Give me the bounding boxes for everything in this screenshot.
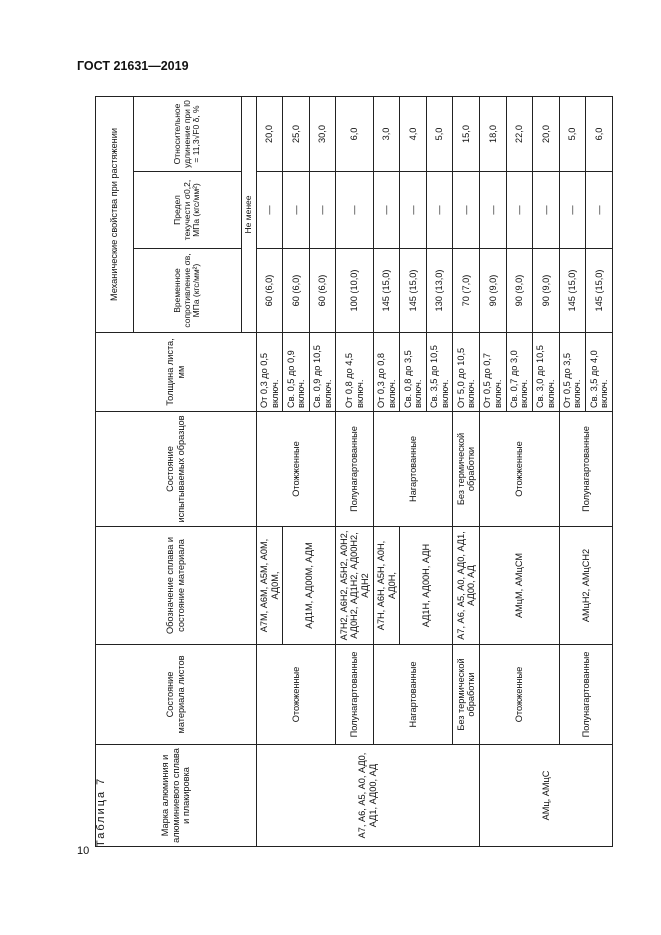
tensile-cell: 90 (9,0) xyxy=(533,249,560,333)
tensile-cell: 90 (9,0) xyxy=(506,249,533,333)
thickness-cell: Св. 0,7 до 3,0 включ. xyxy=(506,333,533,412)
elongation-cell: 4,0 xyxy=(400,97,427,172)
sheet-state-cell: Отожженные xyxy=(480,645,560,745)
designation-cell: А7М, А6М, А5М, А0М, АД0М, xyxy=(256,527,283,645)
yield-cell: — xyxy=(506,172,533,249)
header-sample-state: Состояние испытываемых образцов xyxy=(96,412,257,527)
tensile-cell: 60 (6,0) xyxy=(256,249,283,333)
elongation-cell: 20,0 xyxy=(533,97,560,172)
page-number: 10 xyxy=(77,845,90,857)
thickness-cell: Св. 3,5 до 4,0 включ. xyxy=(586,333,613,412)
header-tensile: Временное сопротивление σв, МПа (кгс/мм²) xyxy=(134,249,242,333)
document-header: ГОСТ 21631—2019 xyxy=(77,59,189,73)
yield-cell: — xyxy=(426,172,453,249)
sample-state-cell: Отожженные xyxy=(480,412,560,527)
thickness-cell: От 5,0 до 10,5 включ. xyxy=(453,333,480,412)
header-thickness: Толщина листа, мм xyxy=(96,333,257,412)
elongation-cell: 6,0 xyxy=(586,97,613,172)
sheet-state-cell: Полунагартованные xyxy=(336,645,373,745)
yield-cell: — xyxy=(283,172,310,249)
designation-cell: А7, А6, А5, А0, АД0, АД1, АД00, АД xyxy=(453,527,480,645)
sample-state-cell: Нагартованные xyxy=(373,412,453,527)
elongation-cell: 30,0 xyxy=(309,97,336,172)
thickness-cell: Св. 0,8 до 3,5 включ. xyxy=(400,333,427,412)
thickness-cell: Св. 3,5 до 10,5 включ. xyxy=(426,333,453,412)
properties-table xyxy=(95,96,613,847)
thickness-cell: Св. 3,0 до 10,5 включ. xyxy=(533,333,560,412)
designation-cell: АМцМ, АМцСМ xyxy=(480,527,560,645)
elongation-cell: 20,0 xyxy=(256,97,283,172)
yield-cell: — xyxy=(586,172,613,249)
header-elongation: Относительное удлинение при l0 = 11,3√F0 δ, % xyxy=(134,97,242,172)
yield-cell: — xyxy=(480,172,507,249)
designation-cell: АД1Н, АД00Н, АДН xyxy=(400,527,453,645)
table-row xyxy=(256,97,283,847)
tensile-cell: 90 (9,0) xyxy=(480,249,507,333)
thickness-cell: От 0,3 до 0,5 включ. xyxy=(256,333,283,412)
tensile-cell: 145 (15,0) xyxy=(586,249,613,333)
elongation-cell: 3,0 xyxy=(373,97,400,172)
designation-cell: А7Н, А6Н, А5Н, А0Н, АД0Н, xyxy=(373,527,400,645)
yield-cell: — xyxy=(533,172,560,249)
header-yield: Предел текучести σ0,2, МПа (кгс/мм²) xyxy=(134,172,242,249)
thickness-cell: От 0,8 до 4,5 включ. xyxy=(336,333,373,412)
header-sheet-state: Состояние материала листов xyxy=(96,645,257,745)
sample-state-cell: Без термической обработки xyxy=(453,412,480,527)
sample-state-cell: Отожженные xyxy=(256,412,336,527)
yield-cell: — xyxy=(453,172,480,249)
rotated-table-block xyxy=(95,97,613,847)
thickness-cell: От 0,5 до 3,5 включ. xyxy=(559,333,586,412)
grade-cell: АМц, АМцС xyxy=(480,745,613,847)
tensile-cell: 130 (13,0) xyxy=(426,249,453,333)
yield-cell: — xyxy=(559,172,586,249)
tensile-cell: 100 (10,0) xyxy=(336,249,373,333)
yield-cell: — xyxy=(373,172,400,249)
designation-cell: АД1М, АД00М, АДМ xyxy=(283,527,336,645)
elongation-cell: 5,0 xyxy=(426,97,453,172)
table-row xyxy=(559,97,586,847)
tensile-cell: 60 (6,0) xyxy=(283,249,310,333)
elongation-cell: 25,0 xyxy=(283,97,310,172)
elongation-cell: 22,0 xyxy=(506,97,533,172)
thickness-cell: От 0,3 до 0,8 включ. xyxy=(373,333,400,412)
table-row xyxy=(373,97,400,847)
header-designation: Обозначение сплава и состояние материала xyxy=(96,527,257,645)
tensile-cell: 145 (15,0) xyxy=(400,249,427,333)
yield-cell: — xyxy=(336,172,373,249)
table-caption: Таблица 7 xyxy=(95,776,107,847)
table-row xyxy=(453,97,480,847)
sheet-state-cell: Отожженные xyxy=(256,645,336,745)
yield-cell: — xyxy=(256,172,283,249)
tensile-cell: 145 (15,0) xyxy=(559,249,586,333)
elongation-cell: 15,0 xyxy=(453,97,480,172)
tensile-cell: 145 (15,0) xyxy=(373,249,400,333)
table-row xyxy=(480,97,507,847)
grade-cell: А7, А6, А5, А0, АД0, АД1, АД00, АД xyxy=(256,745,479,847)
designation-cell: А7Н2, А6Н2, А5Н2, А0Н2, АД0Н2, АД1Н2, АД00Н2, АДН2 xyxy=(336,527,373,645)
header-not-less: Не менее xyxy=(242,97,257,333)
table-body xyxy=(256,97,612,847)
elongation-cell: 6,0 xyxy=(336,97,373,172)
thickness-cell: Св. 0,9 до 10,5 включ. xyxy=(309,333,336,412)
thickness-cell: От 0,5 до 0,7 включ. xyxy=(480,333,507,412)
tensile-cell: 70 (7,0) xyxy=(453,249,480,333)
table-row xyxy=(336,97,373,847)
elongation-cell: 18,0 xyxy=(480,97,507,172)
thickness-cell: Св. 0,5 до 0,9 включ. xyxy=(283,333,310,412)
sample-state-cell: Полунагартованные xyxy=(559,412,612,527)
yield-cell: — xyxy=(400,172,427,249)
header-grade: Марка алюминия и алюминиевого сплава и плакировка xyxy=(96,745,257,847)
elongation-cell: 5,0 xyxy=(559,97,586,172)
header-mech-props: Механические свойства при растяжении xyxy=(96,97,134,333)
sheet-state-cell: Без термической обработки xyxy=(453,645,480,745)
yield-cell: — xyxy=(309,172,336,249)
sheet-state-cell: Нагартованные xyxy=(373,645,453,745)
designation-cell: АМцН2, АМцСН2 xyxy=(559,527,612,645)
tensile-cell: 60 (6,0) xyxy=(309,249,336,333)
sample-state-cell: Полунагартованные xyxy=(336,412,373,527)
sheet-state-cell: Полунагартованные xyxy=(559,645,612,745)
